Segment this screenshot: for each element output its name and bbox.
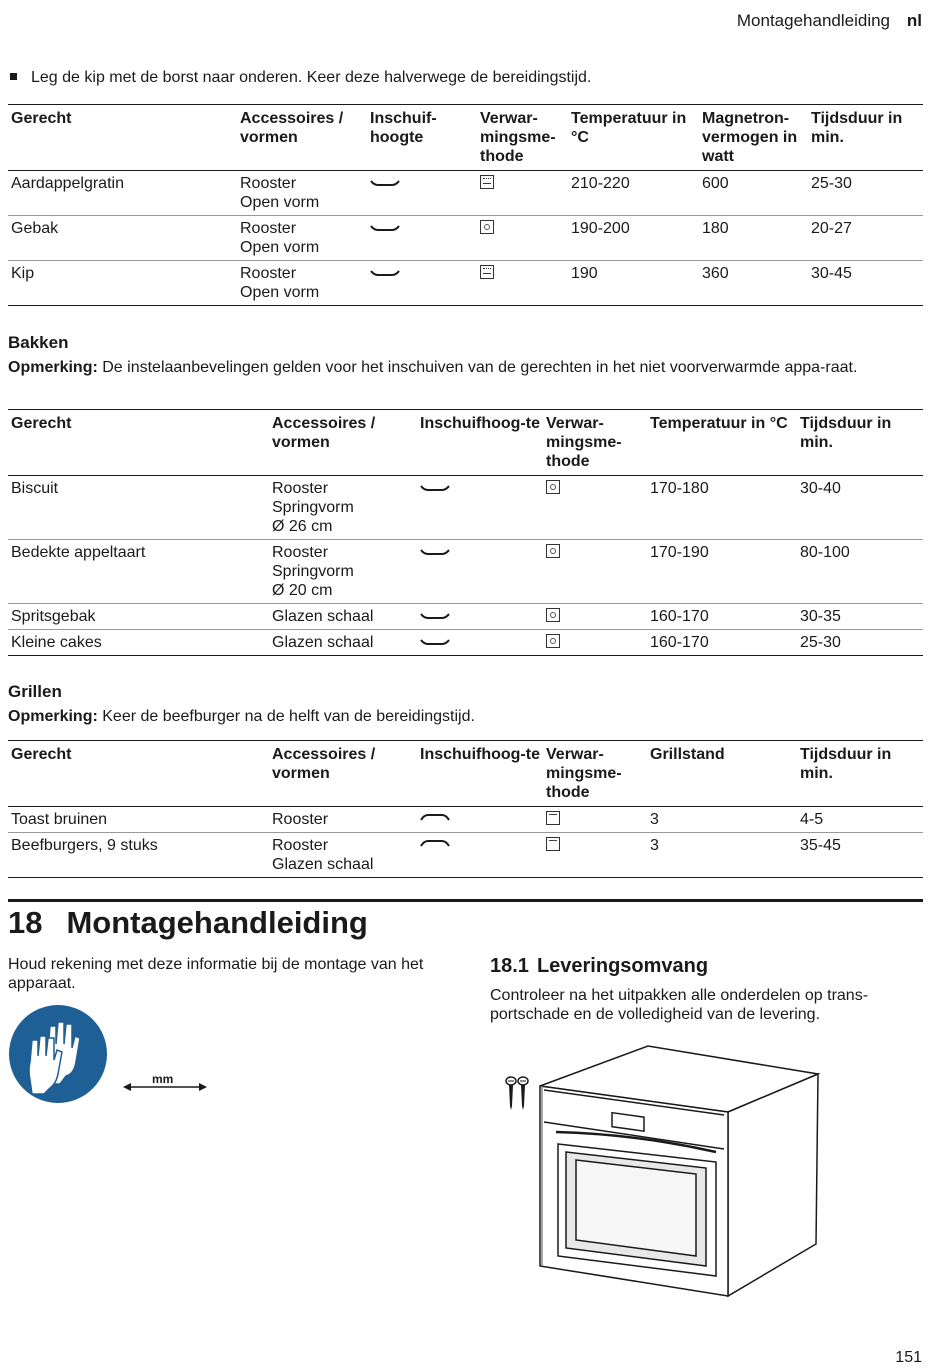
temperature-cell: 210-220 [568,171,699,216]
mm-label: mm [152,1072,174,1086]
mode-cell [543,833,647,878]
table-row [8,476,923,540]
wattage-cell: 180 [699,216,808,261]
chapter-number: 18 [8,905,43,940]
header-cell: Magnetron-vermogen in watt [699,105,808,171]
header-cell: Gerecht [8,410,269,476]
section-heading-bakken: Bakken [8,333,69,352]
accessory-line: Open vorm [240,194,320,211]
accessory-line: Rooster [272,811,329,828]
accessory-line: Ø 26 cm [272,518,333,535]
accessory-line: Open vorm [240,284,320,301]
header-cell: Temperatuur in °C [568,105,699,171]
wattage-cell: 360 [699,261,808,306]
accessory-cell [269,540,417,604]
bullet-text: Leg de kip met de borst naar onderen. Keer deze halverwege de bereidingstijd. [31,69,592,86]
baking-table [8,409,923,656]
accessory-cell [237,261,367,306]
shelf-level-icon [370,221,400,233]
table-row [8,807,923,833]
shelf-level-icon [370,266,400,278]
accessory-line: Glazen schaal [272,608,374,625]
note-label: Opmerking: [8,359,98,376]
level-cell [417,476,543,540]
level-cell [417,807,543,833]
oven-illustration [536,1044,826,1304]
table-row [8,604,923,630]
shelf-level-icon [420,545,450,557]
accessory-cell [269,833,417,878]
subsection-title [490,955,708,978]
chapter-title-text: Montagehandleiding [66,905,368,940]
note-text: Keer de beefburger na de helft van de bereidingstijd. [102,708,475,725]
grill-icon [546,811,560,825]
hot-air-icon [546,608,560,622]
dish-cell: Aardappelgratin [8,171,237,216]
grilling-table [8,740,923,878]
mode-cell [477,216,568,261]
mode-cell [543,604,647,630]
hot-air-icon [546,544,560,558]
grill-level-cell: 3 [647,807,797,833]
header-cell: Temperatuur in °C [647,410,797,476]
accessory-line: Rooster [240,265,297,282]
header-cell: Inschuif-hoogte [367,105,477,171]
time-cell: 25-30 [797,630,923,656]
gloves-icon [8,1004,108,1104]
level-cell [367,216,477,261]
note-label: Opmerking: [8,708,98,725]
accessory-line: Rooster [240,175,297,192]
table-row [8,630,923,656]
accessory-line: Springvorm [272,563,354,580]
temperature-cell: 160-170 [647,630,797,656]
header-cell: Verwar-mingsme-thode [543,741,647,807]
shelf-level-high-icon [420,838,450,850]
subsection-number: 18.1 [490,955,529,977]
chapter-intro: Houd rekening met deze informatie bij de montage van het apparaat. [8,956,424,992]
dish-cell: Beefburgers, 9 stuks [8,833,269,878]
accessory-cell [269,807,417,833]
level-cell [367,261,477,306]
time-cell: 30-40 [797,476,923,540]
chapter-title [8,905,368,941]
dish-cell: Spritsgebak [8,604,269,630]
microwave-combi-table [8,104,923,306]
level-cell [417,540,543,604]
accessory-line: Springvorm [272,499,354,516]
header-language: nl [906,11,922,30]
chapter-divider [8,899,923,902]
grill-icon [546,837,560,851]
bullet-marker [10,73,17,80]
temperature-cell: 160-170 [647,604,797,630]
header-cell: Grillstand [647,741,797,807]
table-header-row [8,410,923,476]
screws-icon [504,1076,532,1112]
accessory-cell [269,476,417,540]
time-cell: 80-100 [797,540,923,604]
shelf-level-icon [370,176,400,188]
dish-cell: Kleine cakes [8,630,269,656]
note-text: De instelaanbevelingen gelden voor het inschuiven van de gerechten in het niet voorverwarmde appa-raat. [102,359,858,376]
section-heading-grillen: Grillen [8,682,62,701]
time-cell: 30-35 [797,604,923,630]
dimension-arrow-icon [122,1080,208,1094]
accessory-line: Rooster [240,220,297,237]
time-cell: 35-45 [797,833,923,878]
table-header-row [8,741,923,807]
accessory-line: Glazen schaal [272,634,374,651]
dish-cell: Kip [8,261,237,306]
header-title: Montagehandleiding [736,11,890,30]
header-cell: Inschuifhoog-te [417,410,543,476]
page-number: 151 [895,1349,922,1366]
level-cell [417,630,543,656]
accessory-line: Rooster [272,480,329,497]
mode-cell [543,540,647,604]
header-cell: Tijdsduur in min. [797,741,923,807]
header-cell: Verwar-mingsme-thode [477,105,568,171]
header-cell: Gerecht [8,741,269,807]
bullet-item [10,69,591,87]
wattage-cell: 600 [699,171,808,216]
temperature-cell: 170-180 [647,476,797,540]
table-row [8,171,923,216]
level-cell [417,604,543,630]
accessory-line: Rooster [272,837,329,854]
mode-cell [543,630,647,656]
dish-cell: Toast bruinen [8,807,269,833]
subsection-text: Controleer na het uitpakken alle onderdelen op trans-portschade en de volledigheid van de levering. [490,987,869,1023]
hot-air-icon [480,220,494,234]
time-cell: 30-45 [808,261,923,306]
header-cell: Tijdsduur in min. [808,105,923,171]
mode-cell [477,261,568,306]
time-cell: 20-27 [808,216,923,261]
mode-cell [543,807,647,833]
shelf-level-icon [420,481,450,493]
grill-level-cell: 3 [647,833,797,878]
accessory-cell [237,171,367,216]
accessory-line: Ø 20 cm [272,582,333,599]
dish-cell: Bedekte appeltaart [8,540,269,604]
mode-cell [477,171,568,216]
dish-cell: Biscuit [8,476,269,540]
level-cell [417,833,543,878]
table-row [8,261,923,306]
header-cell: Gerecht [8,105,237,171]
header-cell: Inschuifhoog-te [417,741,543,807]
table-row [8,540,923,604]
accessory-cell [269,630,417,656]
accessory-line: Rooster [272,544,329,561]
hot-air-icon [546,480,560,494]
header-cell: Accessoires / vormen [269,741,417,807]
subsection-title-text: Leveringsomvang [536,955,709,977]
temperature-cell: 190-200 [568,216,699,261]
header-cell: Tijdsduur in min. [797,410,923,476]
accessory-cell [269,604,417,630]
micro-grill-icon [480,265,494,279]
header-cell: Accessoires / vormen [269,410,417,476]
shelf-level-icon [420,609,450,621]
micro-grill-icon [480,175,494,189]
header-cell: Verwar-mingsme-thode [543,410,647,476]
accessory-line: Open vorm [240,239,320,256]
accessory-line: Glazen schaal [272,856,374,873]
shelf-level-icon [420,635,450,647]
level-cell [367,171,477,216]
temperature-cell: 190 [568,261,699,306]
table-row [8,833,923,878]
dish-cell: Gebak [8,216,237,261]
note-bakken [8,358,913,377]
table-row [8,216,923,261]
time-cell: 25-30 [808,171,923,216]
accessory-cell [237,216,367,261]
time-cell: 4-5 [797,807,923,833]
temperature-cell: 170-190 [647,540,797,604]
hot-air-icon [546,634,560,648]
shelf-level-high-icon [420,812,450,824]
table-header-row [8,105,923,171]
note-grillen [8,707,913,726]
header-cell: Accessoires / vormen [237,105,367,171]
mode-cell [543,476,647,540]
